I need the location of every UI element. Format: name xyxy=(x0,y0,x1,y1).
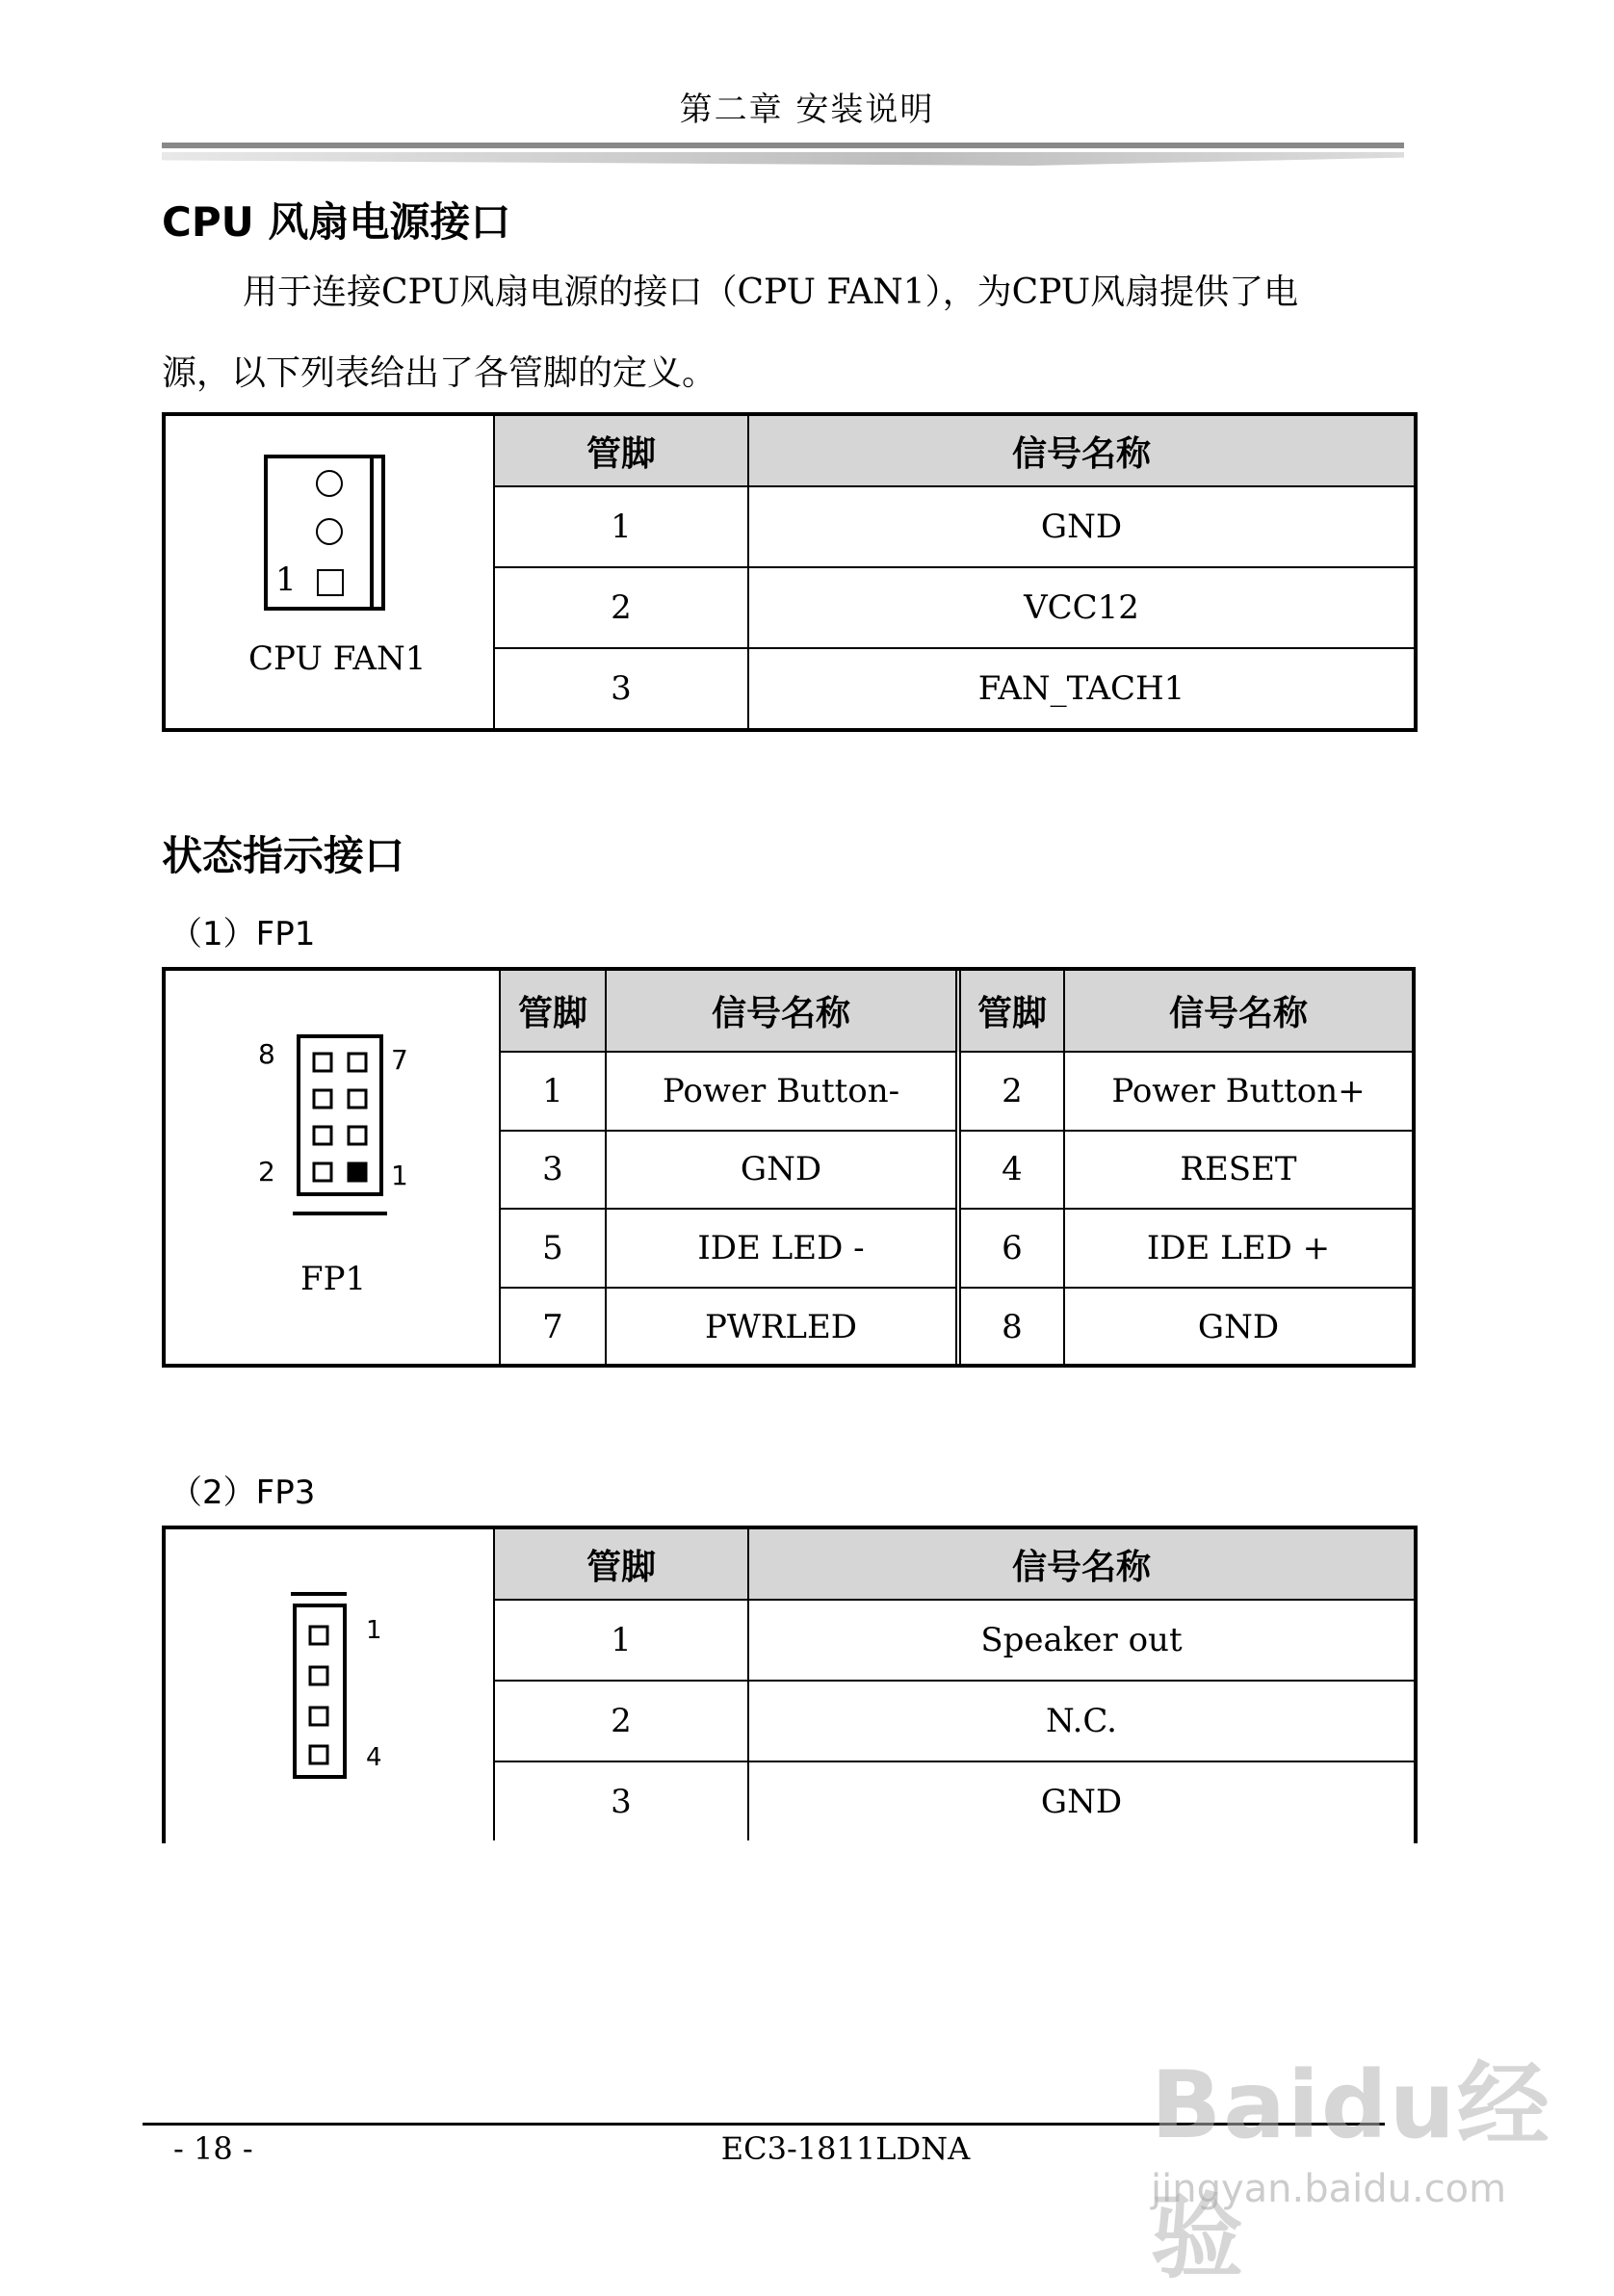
page-number: - 18 - xyxy=(173,2130,253,2167)
signal-cell: VCC12 xyxy=(748,567,1415,648)
signal-cell: IDE LED - xyxy=(606,1209,958,1288)
signal-cell: RESET xyxy=(1064,1131,1413,1210)
fp3-col-pin: 管脚 xyxy=(494,1528,748,1600)
signal-cell: PWRLED xyxy=(606,1288,958,1367)
cpu-fan-connector-icon xyxy=(164,418,493,726)
fp3-caption: （2）FP3 xyxy=(169,1474,316,1512)
pin-cell: 1 xyxy=(494,1600,748,1681)
signal-cell: GND xyxy=(748,486,1415,567)
cpu-fan-paragraph-line1: 用于连接CPU风扇电源的接口（CPU FAN1），为CPU风扇提供了电 xyxy=(243,273,1299,312)
cpu-fan-col-signal: 信号名称 xyxy=(748,415,1415,486)
fp1-connector-icon xyxy=(164,971,499,1366)
fp1-col-signal-b: 信号名称 xyxy=(1064,970,1413,1052)
fp3-connector-icon xyxy=(164,1530,493,1840)
model-number: EC3-1811LDNA xyxy=(720,2130,971,2167)
signal-cell: FAN_TACH1 xyxy=(748,648,1415,729)
fp3-col-signal: 信号名称 xyxy=(748,1528,1415,1600)
fp3-pin4-label: 4 xyxy=(366,1743,382,1772)
cpu-fan-heading: CPU 风扇电源接口 xyxy=(162,198,511,246)
pin-cell: 2 xyxy=(494,567,748,648)
baidu-jingyan-watermark-logo: Baidu经验 xyxy=(1151,2051,1551,2291)
signal-cell: IDE LED + xyxy=(1064,1209,1413,1288)
cpu-fan-paragraph-line2: 源，以下列表给出了各管脚的定义。 xyxy=(162,353,717,393)
fp1-diagram-cell xyxy=(163,970,500,1367)
header-rule xyxy=(162,143,1404,148)
cpu-fan-pin1-label: 1 xyxy=(275,561,297,599)
fp3-table xyxy=(162,1527,1416,1840)
pin-cell: 7 xyxy=(500,1288,606,1367)
pin-cell: 3 xyxy=(500,1131,606,1210)
pin-cell: 2 xyxy=(958,1052,1064,1131)
pin-cell: 3 xyxy=(494,1761,748,1840)
fp1-col-signal-a: 信号名称 xyxy=(606,970,958,1052)
cpu-fan-table xyxy=(162,414,1416,730)
pin-cell: 2 xyxy=(494,1681,748,1761)
status-heading: 状态指示接口 xyxy=(162,832,405,879)
signal-cell: Power Button+ xyxy=(1064,1052,1413,1131)
fp3-pin1-label: 1 xyxy=(366,1616,382,1645)
header-rule-shadow xyxy=(162,152,1404,166)
signal-cell: GND xyxy=(606,1131,958,1210)
pin-cell: 5 xyxy=(500,1209,606,1288)
signal-cell: N.C. xyxy=(748,1681,1415,1761)
fp1-col-pin-a: 管脚 xyxy=(500,970,606,1052)
fp1-pin1-label: 1 xyxy=(391,1160,408,1191)
pin-cell: 1 xyxy=(494,486,748,567)
pin-cell: 3 xyxy=(494,648,748,729)
baidu-jingyan-watermark-url: jingyan.baidu.com xyxy=(1151,2167,1507,2211)
signal-cell: GND xyxy=(748,1761,1415,1840)
cpu-fan-diagram-label: CPU FAN1 xyxy=(248,639,427,678)
chapter-header: 第二章 安装说明 xyxy=(679,91,935,129)
signal-cell: Speaker out xyxy=(748,1600,1415,1681)
cpu-fan-diagram-cell xyxy=(163,415,494,729)
fp3-diagram-cell xyxy=(163,1528,494,1840)
fp1-col-pin-b: 管脚 xyxy=(958,970,1064,1052)
pin-cell: 1 xyxy=(500,1052,606,1131)
fp1-pin8-label: 8 xyxy=(258,1038,275,1070)
fp1-table xyxy=(162,969,1414,1368)
signal-cell: GND xyxy=(1064,1288,1413,1367)
pin-cell: 4 xyxy=(958,1131,1064,1210)
cpu-fan-col-pin: 管脚 xyxy=(494,415,748,486)
fp1-diagram-label: FP1 xyxy=(300,1260,367,1298)
pin-cell: 6 xyxy=(958,1209,1064,1288)
fp1-pin7-label: 7 xyxy=(391,1044,408,1076)
pin-cell: 8 xyxy=(958,1288,1064,1367)
fp1-caption: （1）FP1 xyxy=(169,915,316,953)
fp1-pin2-label: 2 xyxy=(258,1156,275,1187)
signal-cell: Power Button- xyxy=(606,1052,958,1131)
